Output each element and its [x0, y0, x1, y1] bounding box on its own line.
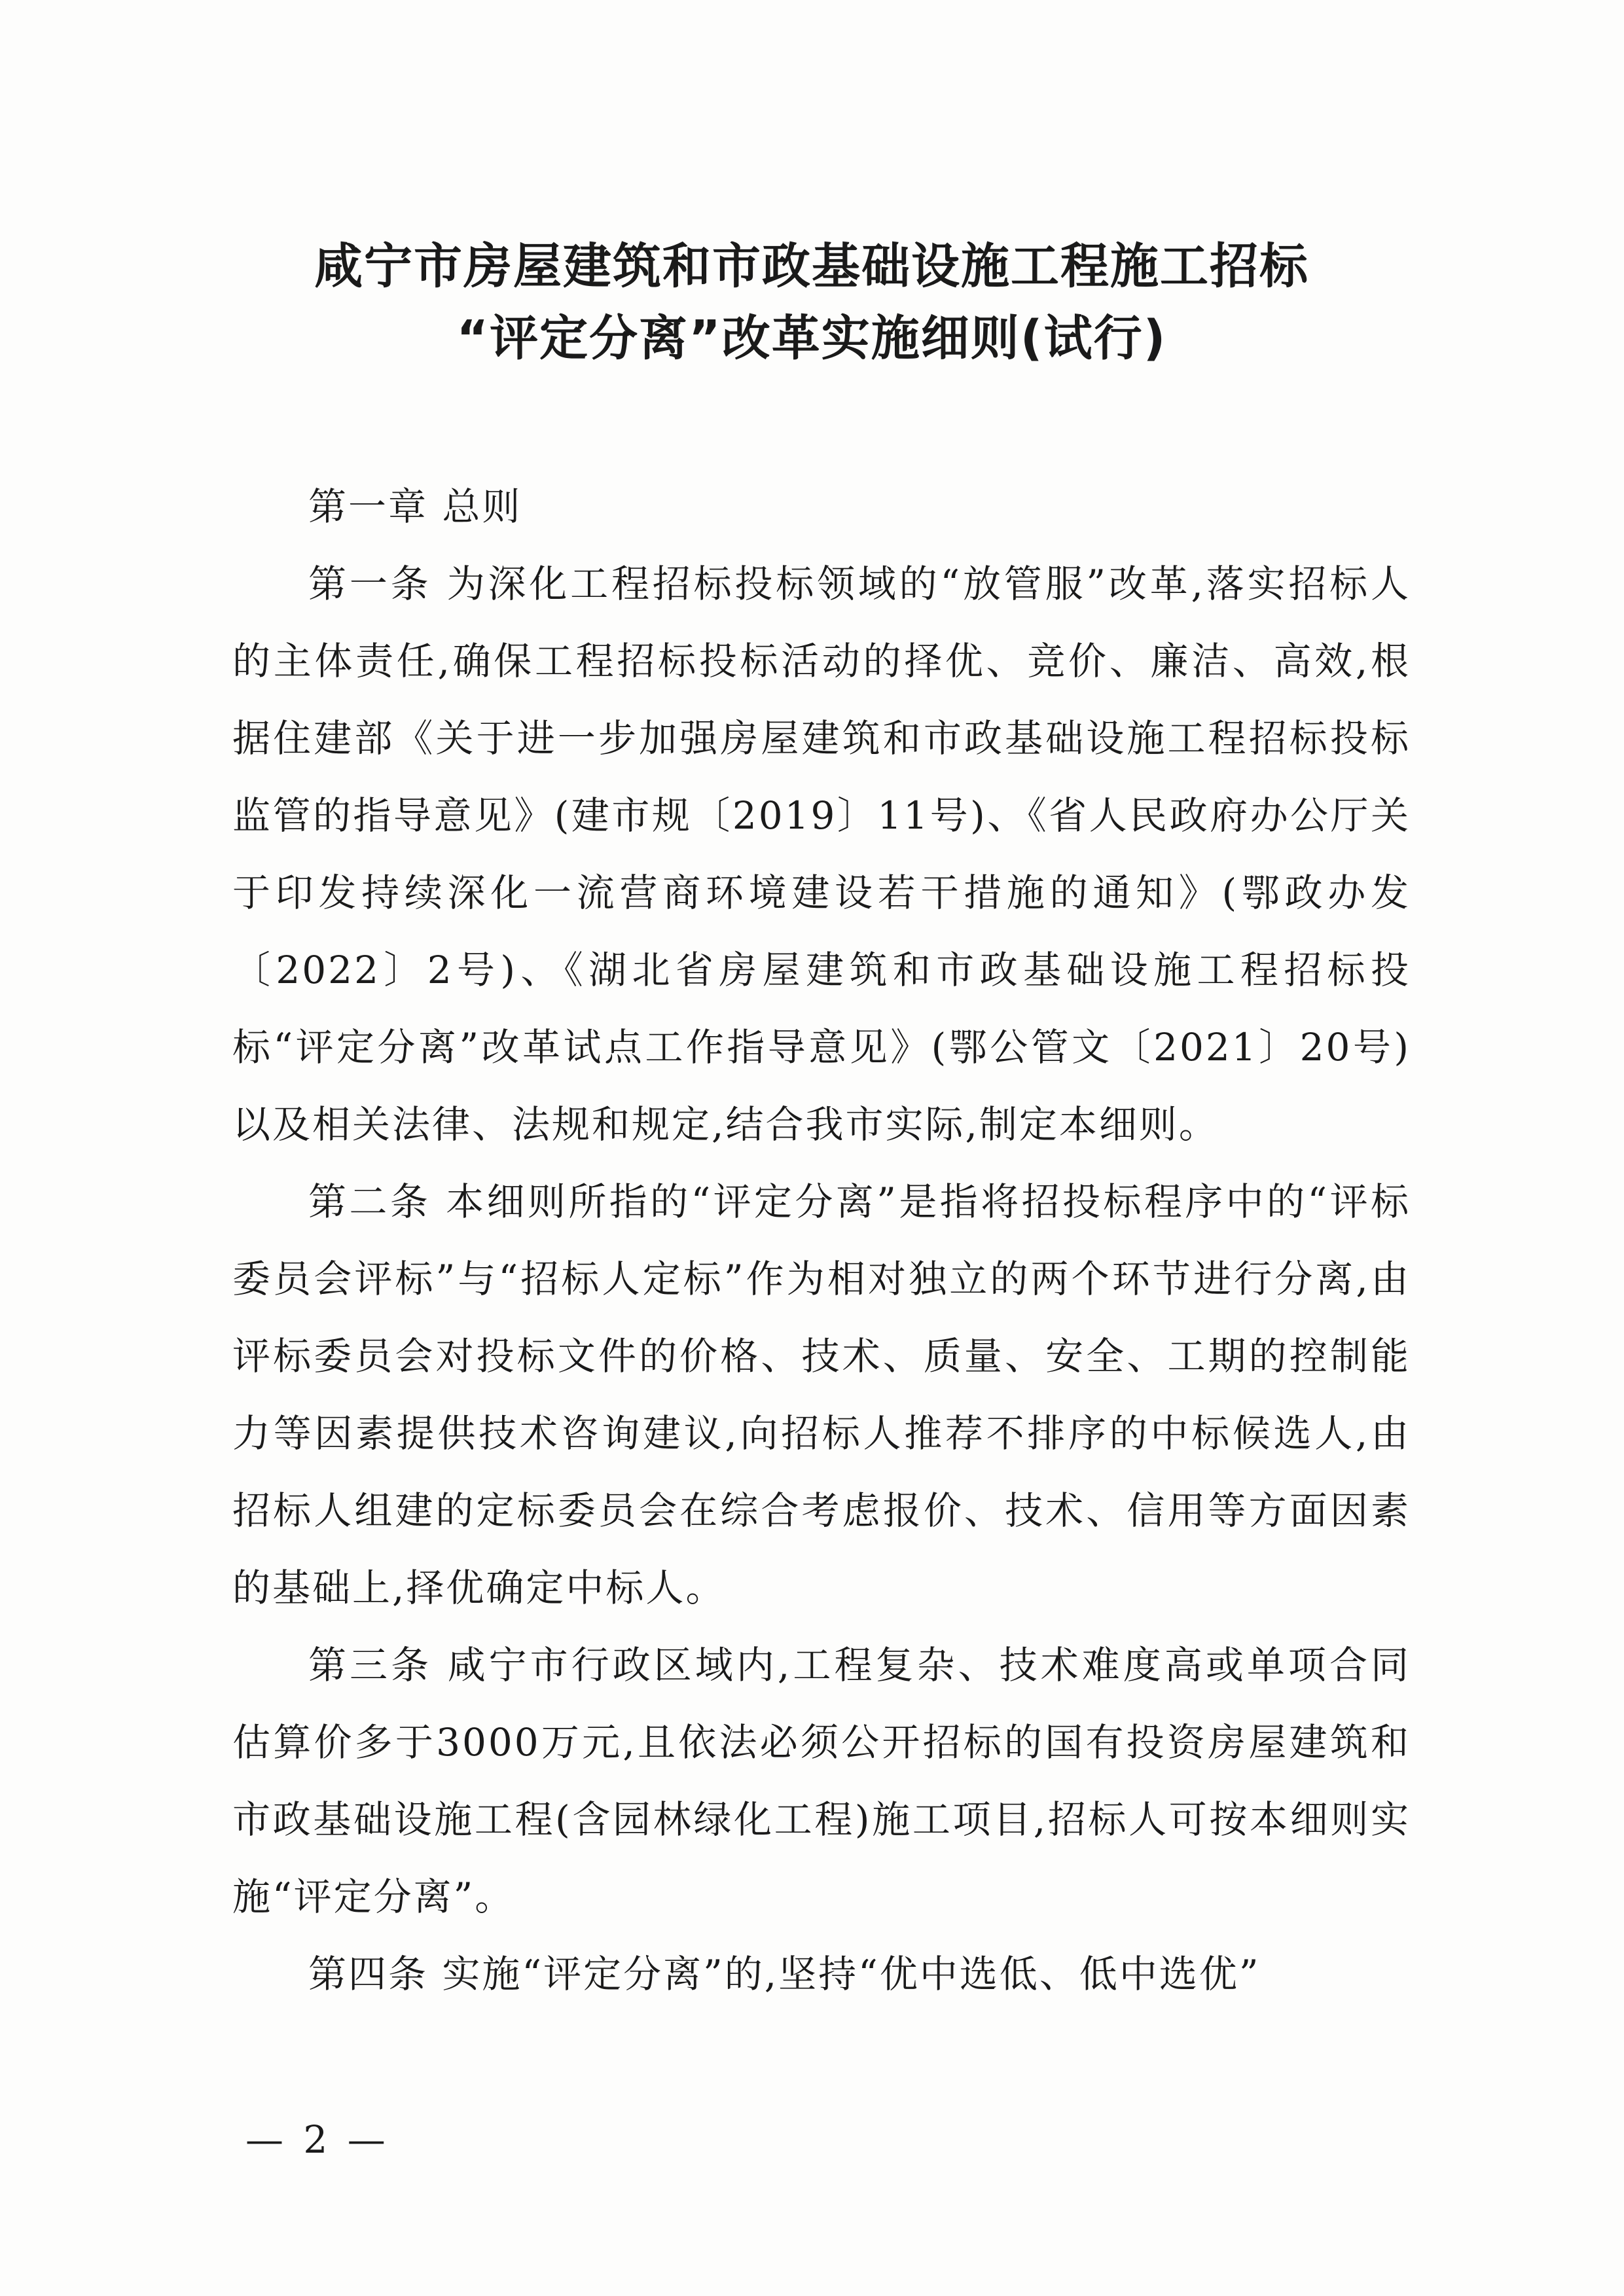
chapter-heading: 第一章 总则 [308, 484, 522, 529]
page-number: — 2 — [245, 2117, 389, 2162]
document-title-line-1: 咸宁市房屋建筑和市政基础设施工程施工招标 [314, 238, 1309, 295]
article-2: 第二条 本细则所指的“评定分离”是指将招投标程序中的“评标委员会评标”与“招标人定标”作为相对独立的两个环节进行分离,由评标委员会对投标文件的价格、技术、质量、安全、工期的控制能力等因素提供技术咨询建议,向招标人推荐不排序的中标候选人,由招标人组建的定标委员会在综合考虑报价、技术、信用等方面因素的基础上,择优确定中标人。 [232, 1179, 1411, 1610]
document-title-line-2: “评定分离”改革实施细则(试行) [456, 310, 1167, 367]
article-3: 第三条 咸宁市行政区域内,工程复杂、技术难度高或单项合同估算价多于3000万元,且依法必须公开招标的国有投资房屋建筑和市政基础设施工程(含园林绿化工程)施工项目,招标人可按本细则实施“评定分离”。 [232, 1643, 1411, 1919]
article-1: 第一条 为深化工程招标投标领域的“放管服”改革,落实招标人的主体责任,确保工程招标投标活动的择优、竞价、廉洁、高效,根据住建部《关于进一步加强房屋建筑和市政基础设施工程招标投标监管的指导意见》(建市规〔2019〕11号)、《省人民政府办公厅关于印发持续深化一流营商环境建设若干措施的通知》(鄂政办发〔2022〕2号)、《湖北省房屋建筑和市政基础设施工程招标投标“评定分离”改革试点工作指导意见》(鄂公管文〔2021〕20号)以及相关法律、法规和规定,结合我市实际,制定本细则。 [232, 562, 1411, 1147]
document-body [232, 468, 1411, 2013]
article-4: 第四条 实施“评定分离”的,坚持“优中选低、低中选优” [308, 1952, 1261, 1996]
